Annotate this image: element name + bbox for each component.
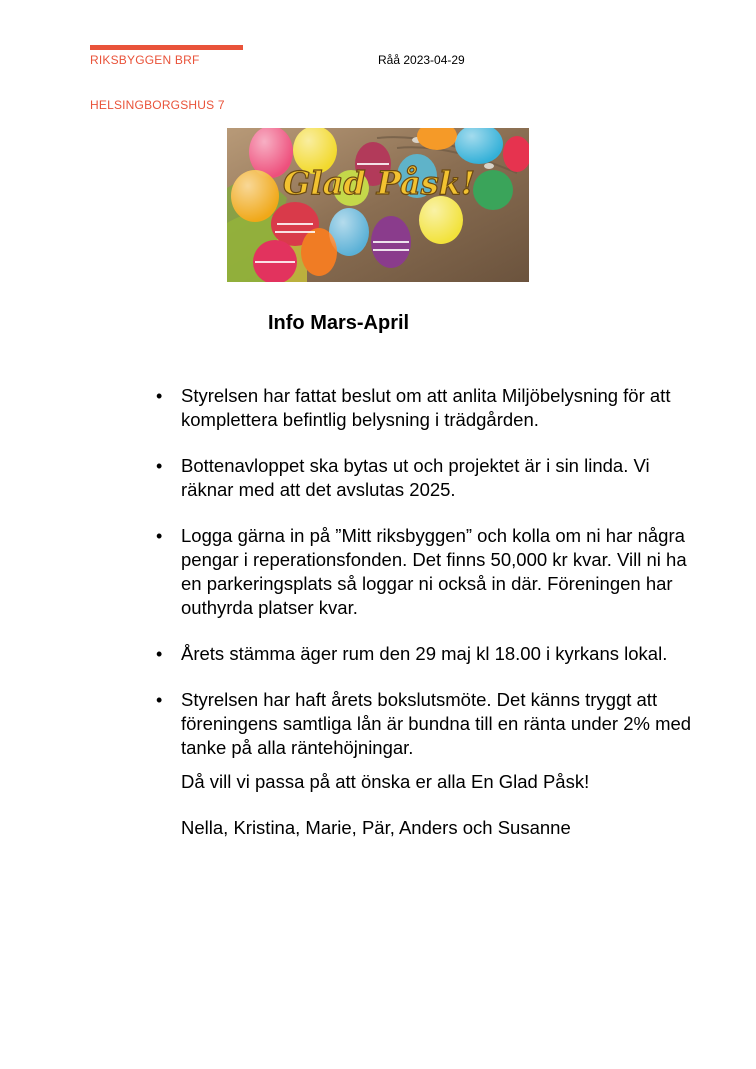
list-item	[156, 688, 696, 760]
list-item-text: Bottenavloppet ska bytas ut och projektet är i sin linda. Vi räknar med att det avslutas 2025.	[181, 455, 650, 500]
list-item	[156, 454, 696, 502]
bullet-icon: •	[156, 456, 163, 476]
bullet-icon: •	[156, 526, 163, 546]
bullet-icon: •	[156, 644, 163, 664]
easter-banner-image	[227, 128, 529, 282]
list-item-text: Styrelsen har haft årets bokslutsmöte. Det känns tryggt att föreningens samtliga lån är bundna till en ränta under 2% med tanke på alla räntehöjningar.	[181, 689, 692, 758]
list-item-text: Årets stämma äger rum den 29 maj kl 18.00 i kyrkans lokal.	[181, 643, 668, 664]
bullet-icon: •	[156, 690, 163, 710]
header-accent-bar	[90, 45, 243, 50]
document-date: Råå 2023-04-29	[378, 53, 465, 67]
association-name: HELSINGBORGSHUS 7	[90, 98, 225, 112]
signature: Nella, Kristina, Marie, Pär, Anders och Susanne	[181, 817, 571, 838]
list-item-text: Styrelsen har fattat beslut om att anlita Miljöbelysning för att komplettera befintlig belysning i trädgården.	[181, 385, 671, 430]
list-item	[156, 642, 696, 666]
easter-greeting: Då vill vi passa på att önska er alla En Glad Påsk!	[181, 771, 590, 792]
list-item-text: Logga gärna in på ”Mitt riksbyggen” och kolla om ni har några pengar i reperationsfonden. Det finns 50,000 kr kvar. Vill ni ha en parkeringsplats så loggar ni också in där. Föreningen har outhyrda platser kvar.	[181, 525, 687, 618]
info-list	[156, 384, 696, 840]
banner-greeting-text: Glad Påsk!	[283, 164, 475, 202]
organization-name: RIKSBYGGEN BRF	[90, 53, 200, 67]
page-title: Info Mars-April	[268, 312, 410, 334]
bullet-icon: •	[156, 386, 163, 406]
list-item	[156, 524, 696, 620]
list-item	[156, 384, 696, 432]
